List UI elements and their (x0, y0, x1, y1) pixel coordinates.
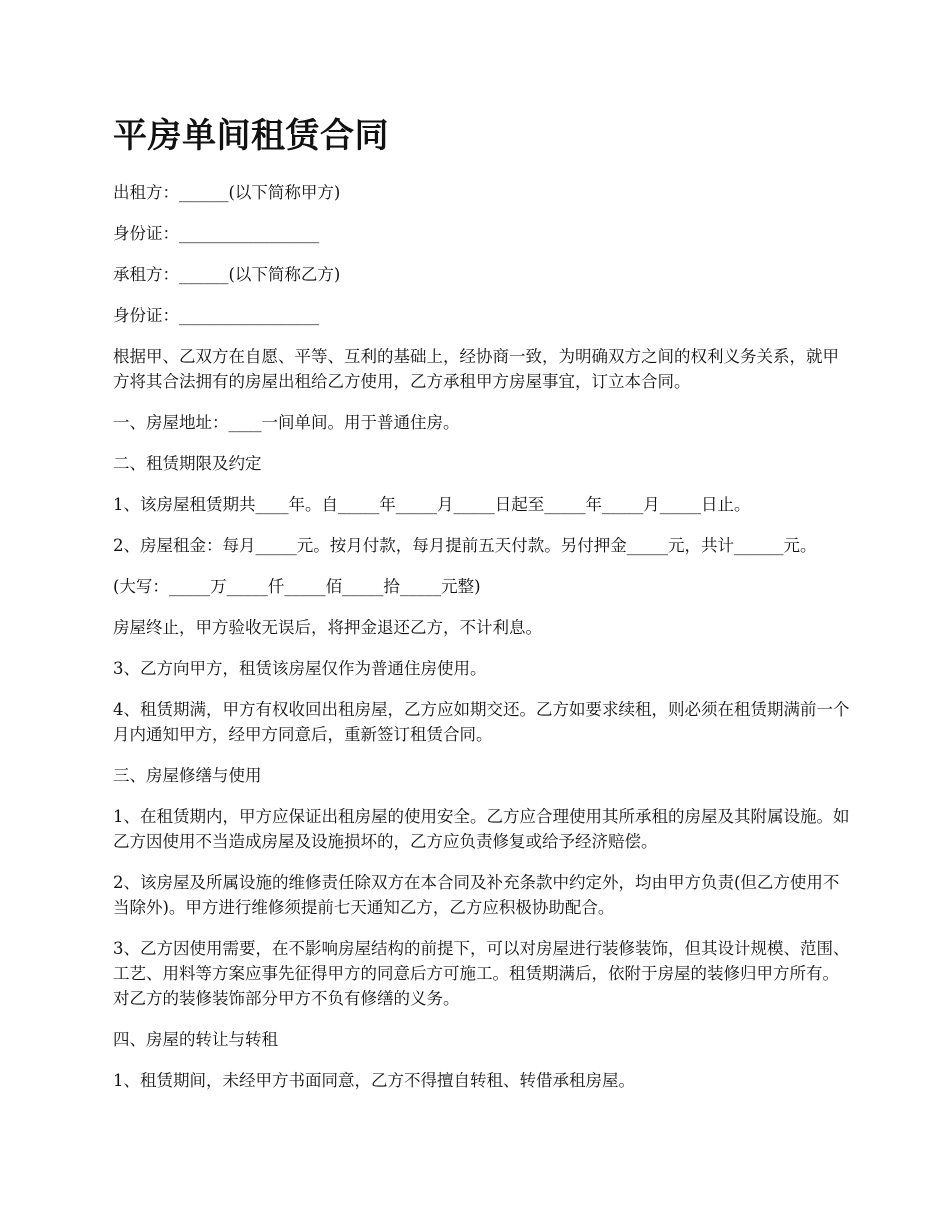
clause-paragraph: 2、该房屋及所属设施的维修责任除双方在本合同及补充条款中约定外，均由甲方负责(但乙方使用不当除外)。甲方进行维修须提前七天通知乙方，乙方应积极协助配合。 (113, 873, 840, 917)
section-heading: 三、房屋修缮与使用 (113, 766, 262, 785)
lessor-id-line: 身份证：_________________ (113, 224, 320, 243)
clause-paragraph: 2、房屋租金：每月_____元。按月付款，每月提前五天付款。另付押金_____元，共计______元。 (113, 536, 817, 555)
document-page (113, 112, 853, 1109)
document-title: 平房单间租赁合同 (113, 116, 389, 156)
clause-paragraph: 1、在租赁期内，甲方应保证出租房屋的使用安全。乙方应合理使用其所承租的房屋及其附属设施。如乙方因使用不当造成房屋及设施损坏的，乙方应负责修复或给予经济赔偿。 (113, 807, 850, 851)
lessee-line: 承租方：______(以下简称乙方) (113, 265, 341, 284)
lessor-line: 出租方：______(以下简称甲方) (113, 183, 341, 202)
section-heading: 一、房屋地址：____一间单间。用于普通住房。 (113, 413, 460, 432)
clause-paragraph: 1、租赁期间，未经甲方书面同意，乙方不得擅自转租、转借承租房屋。 (113, 1071, 635, 1090)
clause-paragraph: 3、乙方向甲方，租赁该房屋仅作为普通住房使用。 (113, 659, 487, 678)
amount-in-words-line: (大写：_____万_____仟_____佰_____拾_____元整) (113, 577, 481, 596)
clause-paragraph: 1、该房屋租赁期共____年。自_____年_____月_____日起至_____年_____月_____日止。 (113, 495, 751, 514)
lessee-id-line: 身份证：_________________ (113, 306, 320, 325)
section-heading: 二、租赁期限及约定 (113, 454, 262, 473)
clause-paragraph: 4、租赁期满，甲方有权收回出租房屋，乙方应如期交还。乙方如要求续租，则必须在租赁期满前一个月内通知甲方，经甲方同意后，重新签订租赁合同。 (113, 700, 850, 744)
clause-paragraph: 房屋终止，甲方验收无误后，将押金退还乙方，不计利息。 (113, 618, 542, 637)
clause-paragraph: 3、乙方因使用需要，在不影响房屋结构的前提下，可以对房屋进行装修装饰，但其设计规模、范围、工艺、用料等方案应事先征得甲方的同意后方可施工。租赁期满后，依附于房屋的装修归甲方所有。对乙方的装修装饰部分甲方不负有修缮的义务。 (113, 939, 850, 1008)
section-heading: 四、房屋的转让与转租 (113, 1030, 278, 1049)
preamble-paragraph: 根据甲、乙双方在自愿、平等、互利的基础上，经协商一致，为明确双方之间的权利义务关系，就甲方将其合法拥有的房屋出租给乙方使用，乙方承租甲方房屋事宜，订立本合同。 (113, 347, 839, 391)
